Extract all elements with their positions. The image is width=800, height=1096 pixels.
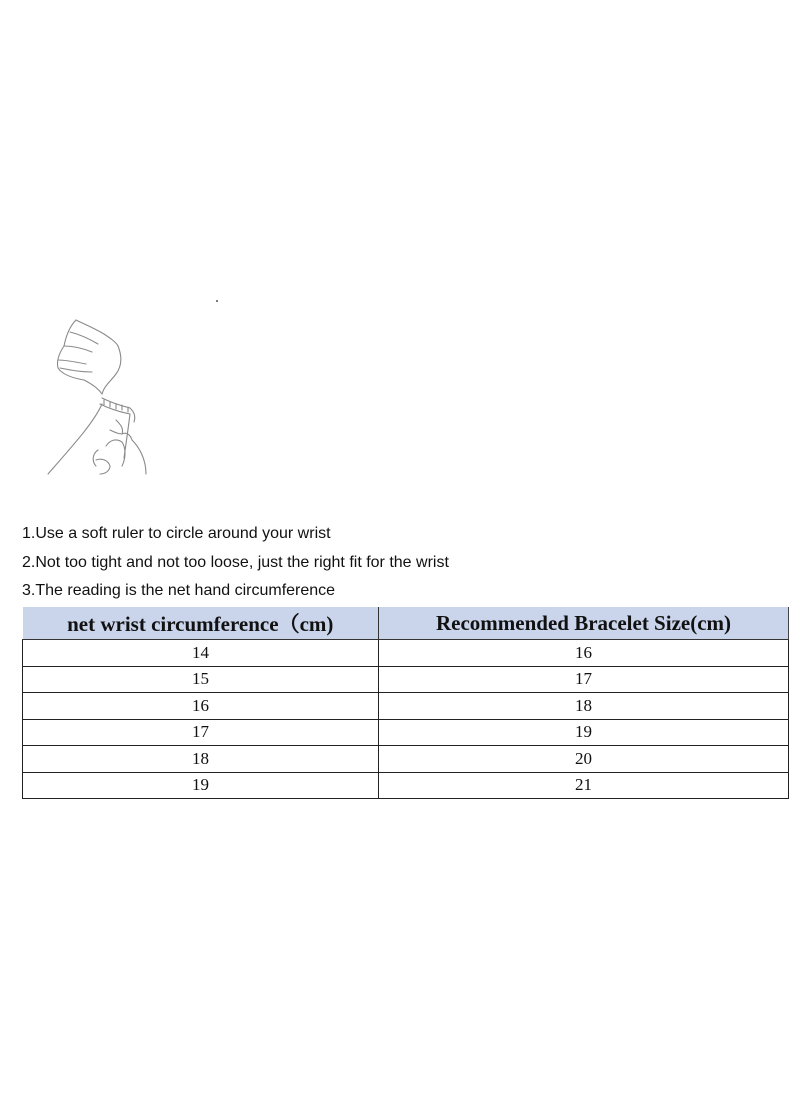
table-header-row [23, 607, 789, 640]
instruction-step-3: 3.The reading is the net hand circumference [22, 582, 336, 599]
stray-dot [216, 300, 218, 302]
table-row [23, 719, 789, 746]
header-wrist-circumference: net wrist circumference（cm) [23, 607, 379, 640]
table-row [23, 772, 789, 799]
measuring-instructions [22, 520, 782, 606]
table-row [23, 666, 789, 693]
bracelet-size-value: 17 [379, 666, 789, 693]
wrist-value: 19 [23, 772, 379, 799]
instruction-step-2: 2.Not too tight and not too loose, just the right fit for the wrist [22, 553, 449, 571]
wrist-value: 15 [23, 666, 379, 693]
wrist-value: 18 [23, 746, 379, 773]
bracelet-size-value: 19 [379, 719, 789, 746]
bracelet-size-value: 21 [379, 772, 789, 799]
wrist-value: 16 [23, 693, 379, 720]
table-row [23, 746, 789, 773]
table-row [23, 640, 789, 667]
bracelet-size-value: 20 [379, 746, 789, 773]
wrist-value: 14 [23, 640, 379, 667]
hand-with-tape-icon [40, 312, 160, 480]
header-recommended-size: Recommended Bracelet Size(cm) [379, 607, 789, 640]
wrist-value: 17 [23, 719, 379, 746]
bracelet-size-value: 16 [379, 640, 789, 667]
wrist-measuring-illustration [40, 312, 160, 480]
instruction-step-1: 1.Use a soft ruler to circle around your wrist [22, 525, 331, 542]
bracelet-size-table [22, 607, 789, 799]
bracelet-size-value: 18 [379, 693, 789, 720]
table-row [23, 693, 789, 720]
